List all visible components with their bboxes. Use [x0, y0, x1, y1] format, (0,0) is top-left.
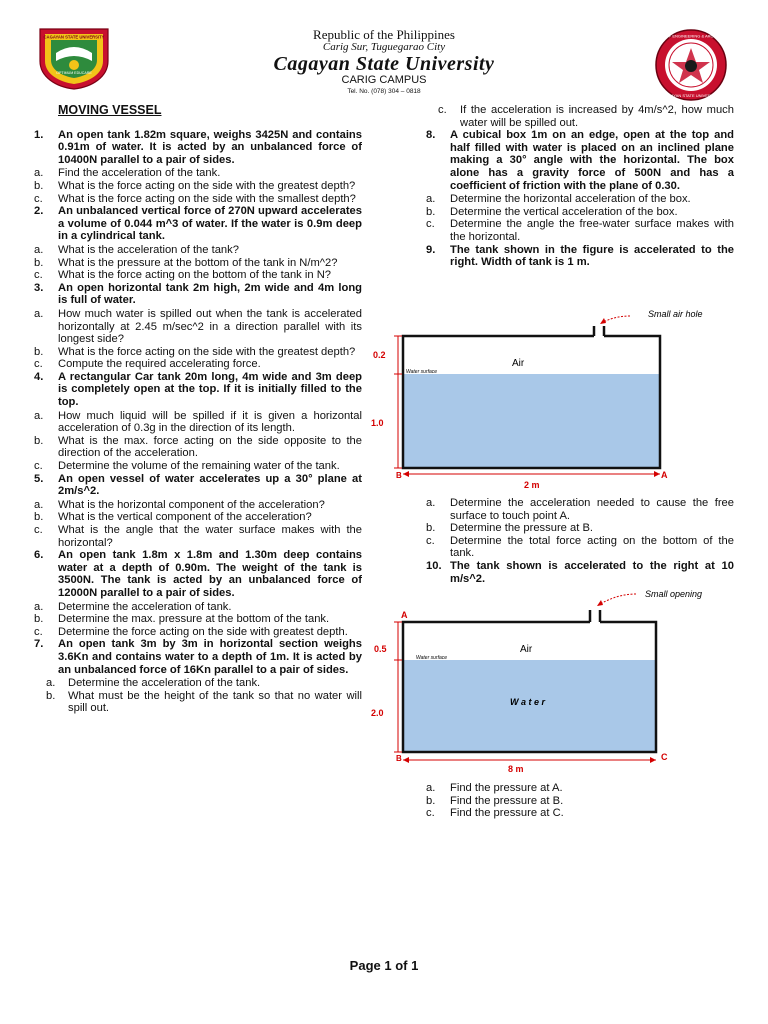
fig2-dim-top: 0.5 — [374, 644, 387, 654]
question-10c: c. Find the pressure at C. — [426, 807, 564, 820]
city-line: Carig Sur, Tuguegarao City — [322, 41, 446, 53]
question-4c: c. Determine the volume of the remaining water of the tank. — [34, 460, 340, 473]
question-2: 2. An unbalanced vertical force of 270N upward accelerates a volume of 0.044 m^3 of water. If the water is 0.9m deep in a cylindrical tank. — [34, 205, 362, 243]
question-5b: b. What is the vertical component of the acceleration? — [34, 511, 312, 524]
question-5: 5. An open vessel of water accelerates up a 30° plane at 2m/s^2. — [34, 472, 362, 498]
left-column — [34, 104, 362, 715]
fig2-point-b: B — [396, 754, 402, 763]
fig2-point-c: C — [661, 752, 668, 762]
fig1-air-label: Air — [512, 358, 525, 369]
figure-tank-1 — [368, 306, 738, 492]
question-2a: a. What is the acceleration of the tank? — [34, 243, 239, 256]
fig2-dim-side: 2.0 — [371, 708, 384, 718]
question-2b: b. What is the pressure at the bottom of the tank in N/m^2? — [34, 256, 338, 269]
question-10a: a. Find the pressure at A. — [426, 782, 563, 794]
question-8: 8. A cubical box 1m on an edge, open at the top and half filled with water is placed on an inclined plane making a 30° angle with the horizontal. The box alone has a gravity force of 500N and has a coefficient of friction with the plane of 0.30. — [426, 129, 734, 192]
right-column-middle — [426, 497, 734, 586]
fig1-dim-side: 1.0 — [371, 418, 384, 428]
question-9: 9. The tank shown in the figure is accelerated to the right. Width of tank is 1 m. — [426, 243, 734, 269]
question-8b: b. Determine the vertical acceleration of the box. — [426, 205, 678, 218]
question-6a: a. Determine the acceleration of tank. — [34, 600, 232, 613]
question-9c: c. Determine the total force acting on the bottom of the tank. — [426, 534, 734, 560]
left-seal-text: CAGAYAN STATE UNIVERSITY — [43, 34, 105, 40]
fig1-dim-top: 0.2 — [373, 350, 386, 360]
question-7: 7. An open tank 3m by 3m in horizontal section weighs 3.6Kn and contains water to a depth of 1m. It is acted by an unbalanced force of 16Kn parallel to a pair of sides. — [34, 638, 362, 676]
campus-name: CARIG CAMPUS — [341, 74, 427, 86]
question-6c: c. Determine the force acting on the side with greatest depth. — [34, 625, 348, 638]
fig1-water — [403, 374, 660, 468]
question-6: 6. An open tank 1.8m x 1.8m and 1.30m deep contains water at a depth of 0.90m. The weight of the tank is 3500N. The tank is acted by an unbalanced force of 12000N parallel to a pair of sides. — [34, 549, 362, 599]
question-1a: a. Find the acceleration of the tank. — [34, 167, 221, 180]
fig2-water-surface-label: Water surface — [416, 655, 448, 661]
question-3a: a. How much water is spilled out when the tank is accelerated horizontally at 2.45 m/sec^2 in a direction parallel with its longest side? — [34, 307, 362, 346]
fig2-dim-bottom: 8 m — [508, 764, 524, 774]
question-3b: b. What is the force acting on the side with the greatest depth? — [34, 345, 356, 358]
question-5a: a. What is the horizontal component of the acceleration? — [34, 498, 325, 511]
question-1b: b. What is the force acting on the side with the greatest depth? — [34, 179, 356, 192]
left-seal-motto: OPTIMUM EDUCARE — [56, 71, 92, 75]
fig1-water-surface-label: Water surface — [406, 369, 438, 375]
question-5c: c. What is the angle that the water surface makes with the horizontal? — [34, 524, 362, 549]
fig2-hole-label: Small opening — [645, 589, 703, 599]
question-4: 4. A rectangular Car tank 20m long, 4m wide and 3m deep is completely open at the top. If it is initially filled to the top. — [34, 370, 362, 409]
question-1c: c. What is the force acting on the side with the smallest depth? — [34, 192, 356, 205]
fig1-point-b: B — [396, 471, 402, 480]
question-7a: a. Determine the acceleration of the tank. — [46, 677, 261, 690]
figure-tank-2 — [368, 586, 738, 776]
fig2-air-label: Air — [520, 644, 533, 655]
question-9a: a. Determine the acceleration needed to cause the free surface to touch point A. — [426, 497, 734, 522]
fig1-hole-label: Small air hole — [648, 309, 703, 319]
republic-line: Republic of the Philippines — [313, 27, 455, 42]
question-4a: a. How much liquid will be spilled if it is given a horizontal acceleration of 0.3g in the direction of its length. — [34, 409, 362, 435]
university-name: Cagayan State University — [273, 53, 495, 75]
question-8c: c. Determine the angle the free-water surface makes with the horizontal. — [426, 218, 734, 243]
question-10: 10. The tank shown is accelerated to the right at 10 m/s^2. — [426, 559, 734, 585]
question-10b: b. Find the pressure at B. — [426, 794, 564, 807]
right-seal-sub: CAGAYAN STATE UNIVERSITY — [662, 93, 720, 98]
question-7c: c. If the acceleration is increased by 4m/s^2, how much water will be spilled out. — [438, 104, 734, 129]
telephone-line: Tel. No. (078) 304 – 0818 — [347, 88, 421, 95]
fig1-point-a: A — [661, 470, 668, 480]
page-number: Page 1 of 1 — [349, 958, 419, 973]
question-7b: b. What must be the height of the tank so that no water will spill out. — [46, 689, 362, 715]
fig2-point-a: A — [401, 610, 408, 620]
right-seal-text: COLLEGE OF ENGINEERING & ARCHITECTURE — [645, 33, 737, 39]
question-9b: b. Determine the pressure at B. — [426, 522, 594, 535]
question-3: 3. An open horizontal tank 2m high, 2m wide and 4m long is full of water. — [34, 281, 362, 307]
question-2c: c. What is the force acting on the bottom of the tank in N? — [34, 269, 332, 282]
fig2-opening-arrow — [597, 594, 636, 606]
right-column — [426, 104, 734, 270]
right-column-bottom — [426, 782, 734, 820]
fig2-water-label: W a t e r — [510, 697, 546, 707]
question-3c: c. Compute the required accelerating force. — [34, 358, 261, 371]
question-1: 1. An open tank 1.82m square, weighs 3425N and contains 0.91m of water. It is acted by an unbalanced force of 10400N parallel to a pair of sides. — [34, 128, 362, 166]
page-title: MOVING VESSEL — [58, 103, 162, 117]
question-6b: b. Determine the max. pressure at the bottom of the tank. — [34, 613, 330, 626]
question-8a: a. Determine the horizontal acceleration of the box. — [426, 193, 691, 206]
question-4b: b. What is the max. force acting on the side opposite to the direction of the acceleration. — [34, 434, 362, 460]
fig1-dim-bottom: 2 m — [524, 480, 540, 490]
